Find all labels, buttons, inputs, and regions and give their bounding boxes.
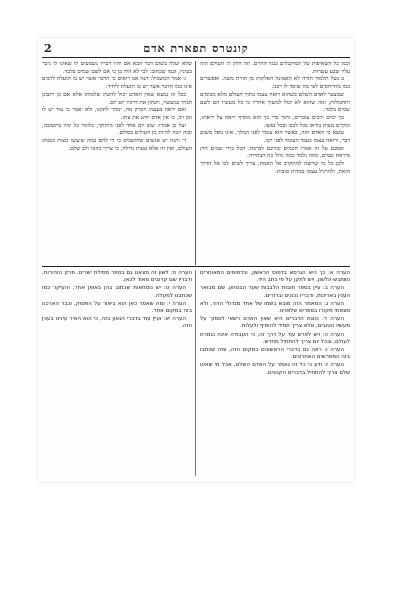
footnotes-right-column [200, 270, 350, 478]
footnote: הערה ט: יש נוסחאות שכתוב בהן באופן אחר, והעיקר כמו שכתבנו למעלה. [42, 285, 192, 299]
footnotes-left-column [42, 270, 192, 380]
footnote: הערה ז: ודע כי כל זה נאמר על האדם השלם, אבל מי שאינו שלם צריך להתחיל בדברים הקטנים. [200, 362, 350, 376]
main-text-left-column [42, 61, 192, 261]
column-divider [195, 61, 196, 265]
page-number: 2 [44, 42, 52, 55]
footnote: הערה ג: המאמר הזה מובא בשמו של אחד מגדולי הדור, ולא מצאתי מקורו בספרים שלפנינו. [200, 300, 350, 315]
paragraph: ואם יראה בעצמו חסרון מה, ימהר לתקנו, ולא יאמר כי עוד יש לו זמן רב, כי אין אדם יודע את עתו. [42, 107, 192, 121]
footnote-separator-rule [42, 266, 350, 267]
paragraph: ב נשל תלמוד תורה לא האמונה האלקות מן תורת משה. ואפשרים כמו מתייחסים לפי מה שיסד לו רבנו. [200, 76, 350, 91]
paragraph: ועל כן אמרו: שוב יום אחד לפני מיתתך, כלומר כל ימיו בתשובה, ובזה יזכה להיות מן העולים בסולם. [42, 122, 192, 137]
header-rule [42, 57, 350, 58]
paragraph: ולכן כל מי שרוצה להתקרב אל האמת, צריך לשים לבו אל הדרך הזאת, ולהרגיל עצמו במדות טובות. [200, 161, 350, 175]
paragraph: ואמנם על זה אמרו חכמים זכרונם לברכה: הכל בידי שמים חוץ מיראת שמים, ומזה נלמד כמה גדול כח הבחירה. [200, 145, 350, 160]
footnote: הערה ב: עיין בספר חובות הלבבות שער הבטחון, שם מבואר הענין באריכות, ודבריו נכונים וברורים. [200, 285, 350, 299]
footnote: הערה א: כך היא הגרסא בדפוס הראשון, ובדפוסים המאוחרים נשתבש הלשון, ויש לתקן על פי כתב היד. [200, 270, 350, 284]
footnote: הערה ו: ראה גם בדברי הראשונים במקום הזה, ומה שכתבו בזה המפרשים האחרונים. [200, 347, 350, 361]
footnote: הערה ח: לשון זה מצאנו גם בספר מסילת ישרים, פרק הזהירות, ודבריו שם קרובים מאוד לכאן. [42, 270, 192, 284]
paragraph: בכל זה נמצא שאין האדם יכול להשיג שלמותו אלא אם כן יתבונן תמיד במעשיו, ויבחון את דרכיו יום יום. [42, 91, 192, 106]
paragraph: ג׳ אמר המשכיל: הנה אנו רואים כי הדבר אשר יש בו תועלת לרבים אינו כמו הדבר אשר יש בו תועלת ליחיד. [42, 76, 192, 91]
paragraph: כך ימים ורבים עוברים, ותוך כדי כך הוא מוסיף יראה על יראתו, ומקיים מצות בוראו בכל לבבו ובכל נפשו. [200, 114, 350, 129]
paragraph: שמצער לאדם השלם כשהוא רואה עצמו בתוך העולם מלא מכוסים ותחבולות, ומה שהוא לא יכול למשוך אחריו כי כל מעשיו הם לשם שמים בלבד. [200, 91, 350, 114]
paragraph: וכמו כל השאיפות של המוקבלים כנגד החיים. וזה חלק ת׳ העולם הזה עליו שבע עשרות. [200, 61, 350, 75]
footnote: הערה ה: ויש לפרש עוד על דרך זה, כי העבודה אינה נגמרת לעולם, ובכל יום צריך להתחיל מחדש. [200, 331, 350, 345]
paragraph: שלא יעלה בשום דבר הבא אם יהיו דבריו נשמעים לו שאינו לו ניכר בעיניו, וכמו שכתוב: לבי לא היה בו כי אם לשם שמים בלבד. [42, 61, 192, 75]
footnote: הערה י: ומה שאמר כאן הוא ביאור על הפסוק, וכבר הארכנו בזה במקום אחר. [42, 300, 192, 315]
footnote-column-divider [195, 270, 196, 476]
paragraph: נמצא כי האדם הזה, כאשר הוא עומד לפני המלך, אינו נופל משום דבר, ורואה עצמו כעבד העומד לפני רבו. [200, 130, 350, 145]
footnote: הערה ד: כוונת הדברים היא שאין האדם רשאי לסמוך על מעשיו הטובים, אלא צריך תמיד להוסיף ולעלות. [200, 316, 350, 330]
book-page [38, 38, 354, 482]
footnote: הערה יא: ועיין עוד בדברי הגאון בזה, כי הוא האיר עינינו בענין הזה. [42, 316, 192, 330]
paragraph: ד׳ והנה יש אנשים שחושבים כי די להם במה שיעשו מצות כמנהג העולם, ואין זה אלא טעות גדולה, כי צריך כוונה ולב שלם. [42, 138, 192, 152]
running-head: קונטרס תפארת אדם [143, 42, 249, 55]
main-text-right-column [200, 61, 350, 261]
